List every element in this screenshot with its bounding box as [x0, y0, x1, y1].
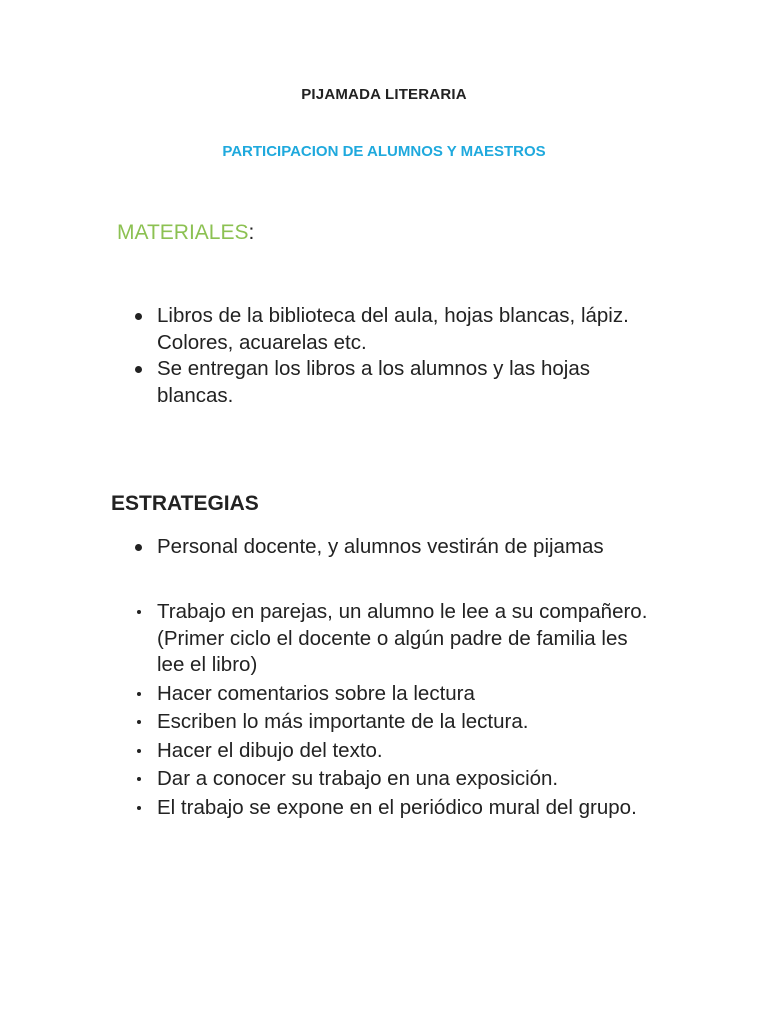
list-item [157, 356, 657, 409]
page-title: PIJAMADA LITERARIA [301, 86, 467, 103]
materiales-list [157, 303, 657, 409]
list-item [157, 795, 657, 822]
list-item-text: Personal docente, y alumnos vestirán de pijamas [157, 535, 604, 558]
page-subtitle: PARTICIPACION DE ALUMNOS Y MAESTROS [222, 143, 546, 160]
list-item [157, 534, 657, 561]
estrategias-list [157, 599, 657, 821]
estrategias-first-list [157, 534, 657, 561]
list-item [157, 681, 657, 708]
materiales-heading-colon: : [248, 221, 255, 244]
list-item [157, 766, 657, 793]
list-item-text: Escriben lo más importante de la lectura. [157, 710, 529, 733]
list-item-text: Hacer el dibujo del texto. [157, 738, 383, 762]
list-item-text: Trabajo en parejas, un alumno le lee a su compañero.(Primer ciclo el docente o algún padre de familia les lee el libro) [157, 600, 648, 676]
materiales-heading-text: MATERIALES [117, 221, 249, 244]
list-item-text: El trabajo se expone en el periódico mural del grupo. [157, 795, 637, 819]
list-item-text: Libros de la biblioteca del aula, hojas blancas, lápiz. Colores, acuarelas etc. [157, 304, 629, 354]
list-item-text: Hacer comentarios sobre la lectura [157, 681, 475, 705]
estrategias-heading: ESTRATEGIAS [111, 492, 259, 515]
list-item [157, 738, 657, 765]
list-item [157, 303, 657, 356]
materiales-heading [117, 221, 254, 245]
list-item-text: Se entregan los libros a los alumnos y las hojas blancas. [157, 357, 591, 407]
list-item [157, 709, 657, 736]
list-item-text: Dar a conocer su trabajo en una exposición. [157, 767, 559, 790]
list-item [157, 599, 657, 679]
